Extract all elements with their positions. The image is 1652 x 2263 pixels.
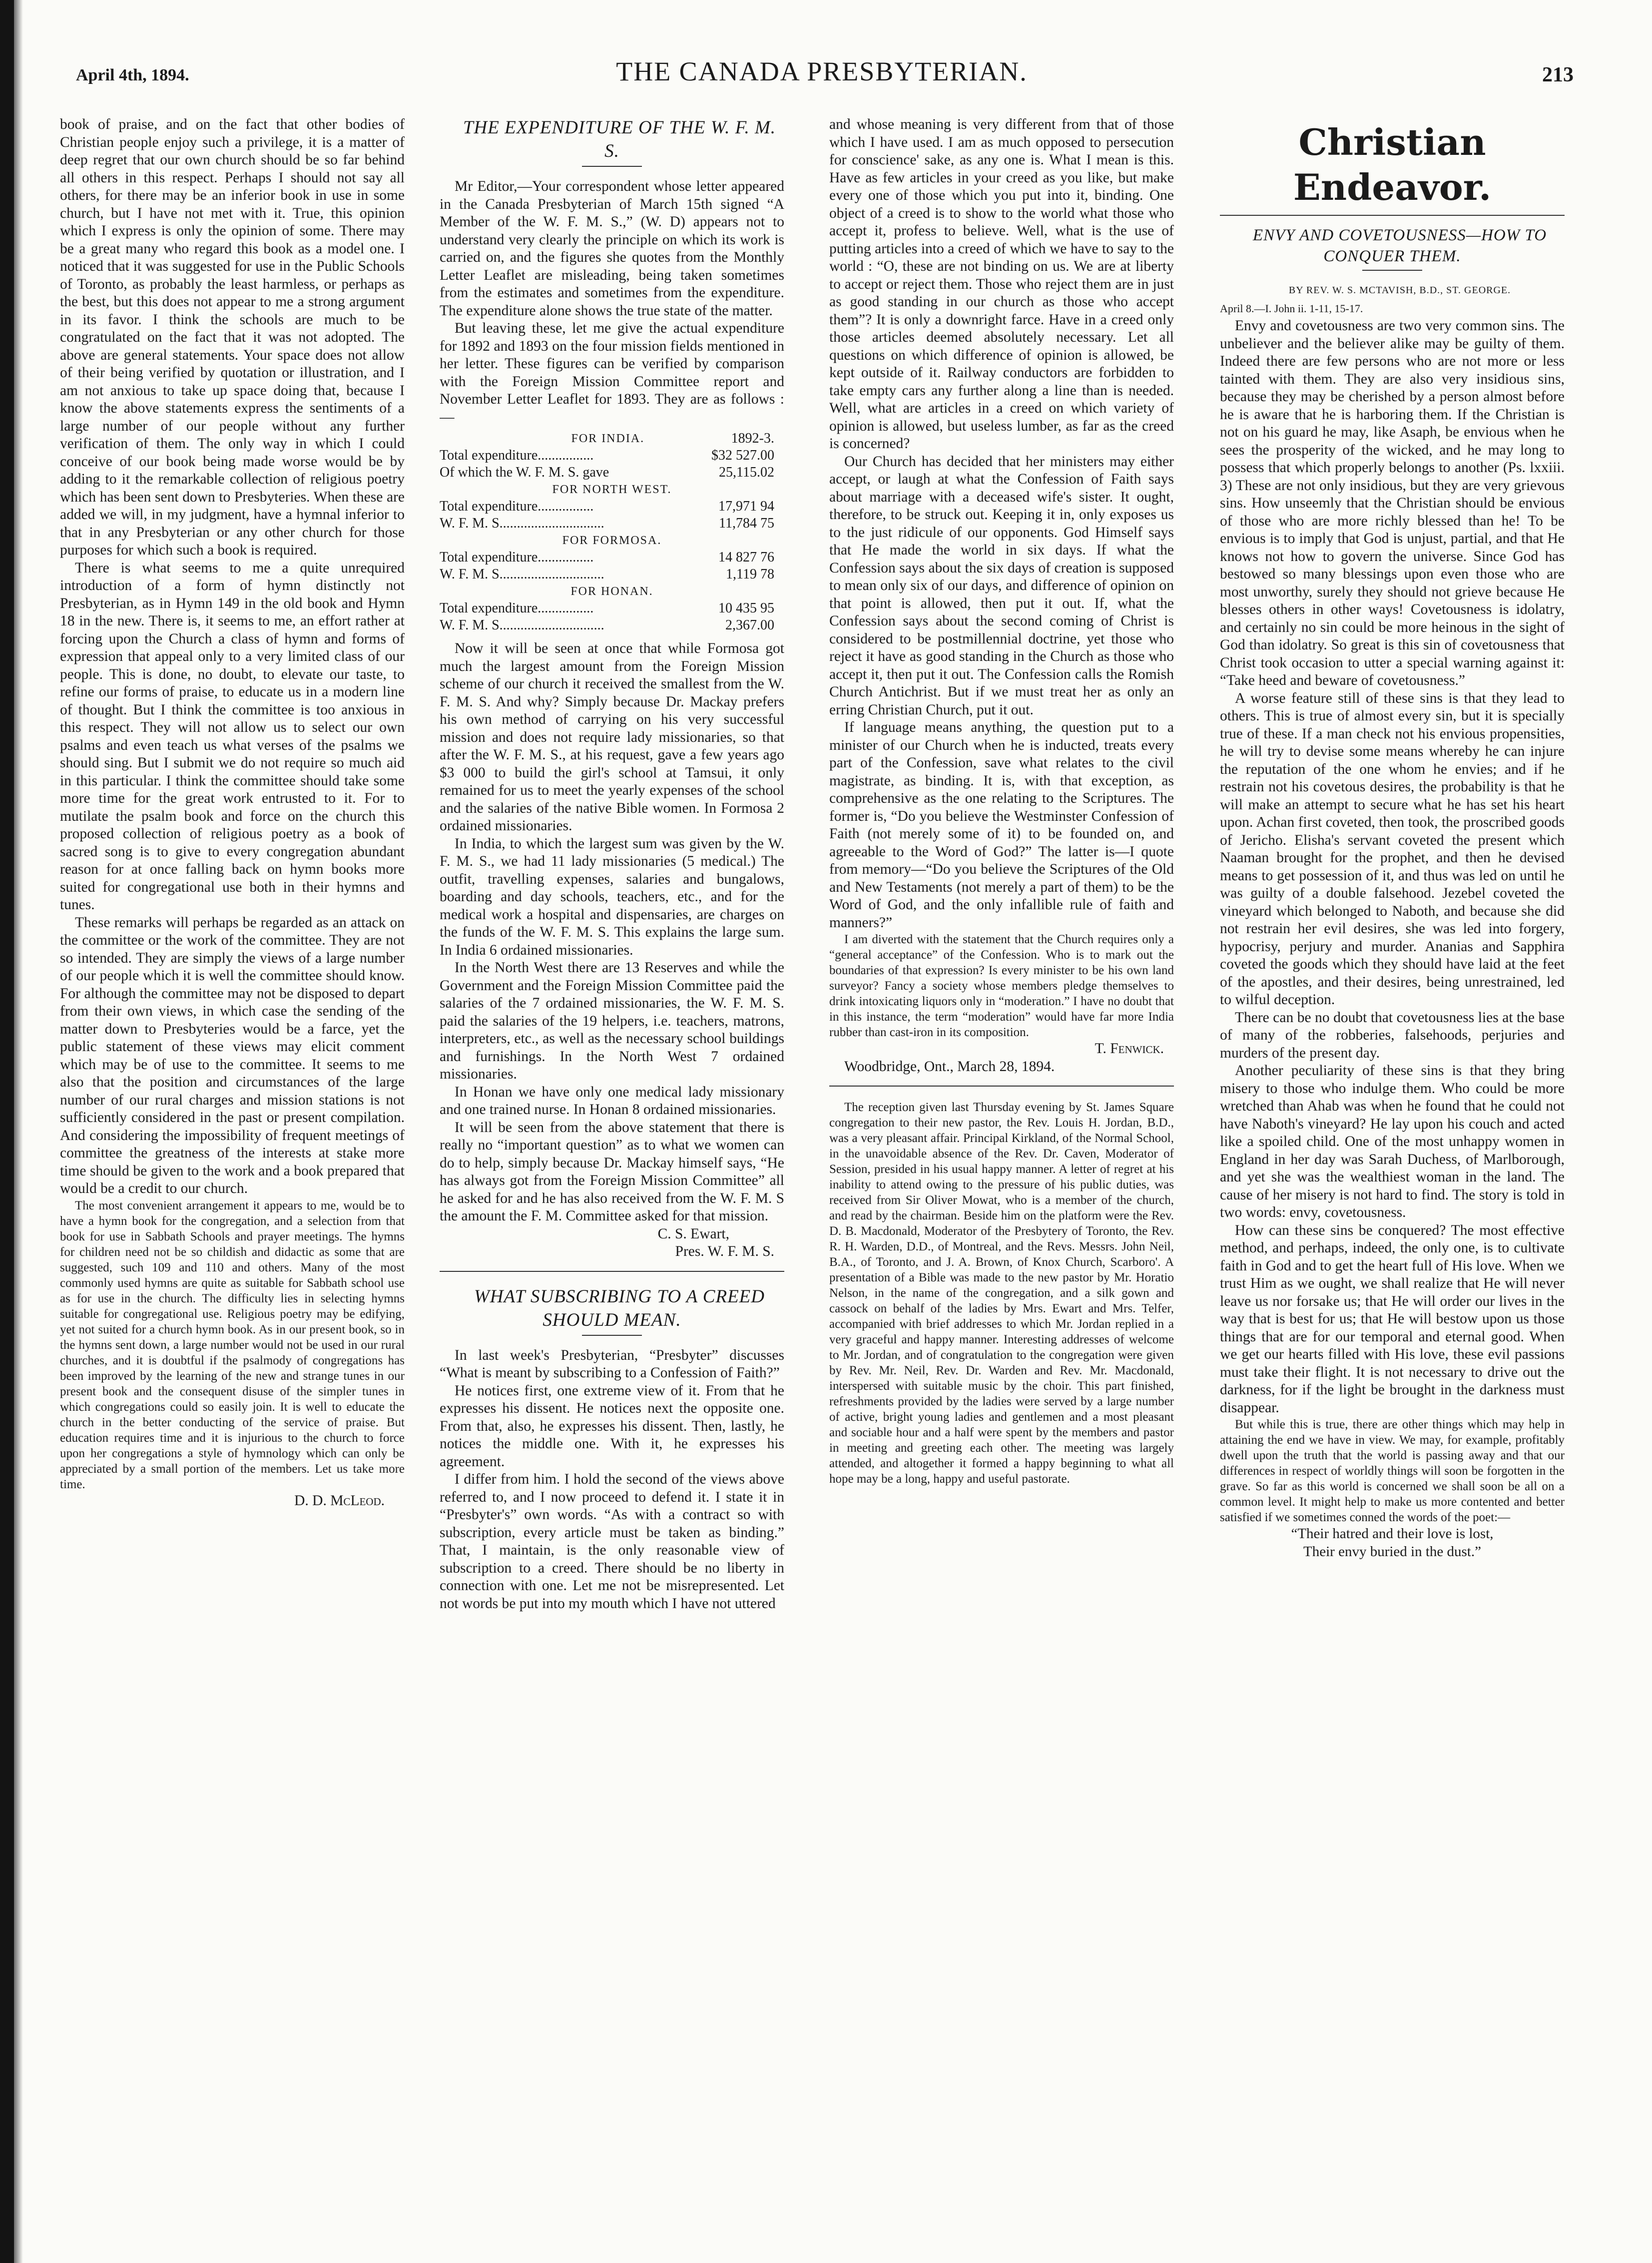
article-divider [829,1086,1174,1087]
row-label: Total expenditure................ [440,550,594,565]
table-row [440,515,784,532]
paragraph: These remarks will perhaps be regarded as an attack on the committee or the work of the committee. They are not so intended. They are simply the views of a large number of our people which it is well the committee should know. For although the committee may not be disposed to depart from their own views, in which case the sending of the matter down to Presbyteries would be a farce, yet the public statement of these views may elicit comment which may be of use to the committee. It seems to me also that the position and circumstances of the large number of our rural charges and mission stations is not sufficiently considered in the past or present compilation. And considering the impossibility of frequent meetings of committee the greatness of the interests at stake more time should be given to the work and a book prepared that would be a credit to our church. [60,914,405,1196]
section-rule [1220,215,1565,216]
paragraph: Envy and covetousness are two very common sins. The unbeliever and the believer alike may be guilty of them. Indeed there are few persons who are not more or less tainted with them. They are also very insidious sins, because they may be cherished by a person almost before he is aware that he is harboring them. If the Christian is not on his guard he may, like Asaph, be envious when he sees the prosperity of the wicked, and he may long to possess that which properly belongs to another (Ps. lxxiii. 3) These are not only insidious, but they are very grievous sins. How unseemly that the Christian should be envious of those who are more richly blessed than he! To be envious is to imply that God is unjust, partial, and that He knows not how to govern the universe. Since God has bestowed so many blessings upon even those who are most unworthy, surely they should not grieve because He blesses others in other ways! Covetousness is idolatry, and certainly no sin could be more heinous in the sight of God than idolatry. So great is this sin of covetousness that Christ took occasion to utter a special warning against it: “Take heed and beware of covetousness.” [1220,318,1565,688]
paragraph: Our Church has decided that her ministers may either accept, or laugh at what the Confession of Faith says about marriage with a deceased wife's sister. It ought, therefore, to be struck out. Keeping it in, only exposes us to the just ridicule of our opponents. God Himself says that He made the world in six days. If what the Confession says about the six days of creation is supposed to mean only six of our days, and difference of opinion on that point is allowed, then put it out. If, what the Confession says about the second coming of Christ is considered to be postmillennial doctrine, yet those who reject it have as good standing in the Church as those who accept it, then put it out. The Confession calls the Romish Church Antichrist. But if we must treat her as only an erring Christian Church, put it out. [829,453,1174,718]
row-label: W. F. M. S.............................. [440,516,604,531]
row-value: 17,971 94 [718,499,774,514]
poem-line: Their envy buried in the dust.” [1303,1543,1481,1560]
row-label: W. F. M. S.............................. [440,566,604,582]
scripture-reference: April 8.—I. John ii. 1-11, 15-17. [1220,302,1363,315]
paragraph: Mr Editor,—Your correspondent whose letter appeared in the Canada Presbyterian of March 15th signed “A Member of the W. F. M. S.,” (W. D) appears not to understand very clearly the principle on which its work is carried on, and the figures she quotes from the Monthly Letter Leaflet are misleading, being taken sometimes from the estimates and sometimes from the expenditure. The expenditure alone shows the true state of the matter. [440,178,784,319]
table-row [440,549,784,566]
row-value: 10 435 95 [718,600,774,616]
table-row [440,498,784,515]
paragraph: I am diverted with the statement that the Church requires only a “general acceptance” of the Confession. Who is to mark out the boundaries of that expression? Is every minister to be his own land surveyor? Fancy a society whose members pledge themselves to drink intoxicating liquors only in “moderation.” I have no doubt that in this instance, the term “moderation” would have far more India rubber than cast-iron in its composition. [829,933,1174,1039]
table-section-heading: FOR HONAN. [570,585,653,598]
expenditure-table [440,430,784,634]
title-rule [582,1335,642,1336]
article-title-envy: ENVY AND COVETOUSNESS—HOW TO CONQUER THEM. [1252,226,1547,265]
byline: BY REV. W. S. MCTAVISH, B.D., ST. GEORGE. [1288,285,1511,296]
section-heading-christian-endeavor: Christian Endeavor. [1293,121,1492,208]
paragraph: There can be no doubt that covetousness lies at the base of many of the robberies, falsehoods, perjuries and murders of the present day. [1220,1009,1565,1061]
paragraph: He notices first, one extreme view of it. From that he expresses his dissent. He notices next the opposite one. From that, also, he expresses his dissent. Then, lastly, he notices the middle one. With it, he expresses his agreement. [440,1382,784,1470]
column-4 [1220,116,1565,2239]
table-section-heading [440,430,784,447]
title-rule [582,166,642,167]
paragraph: There is what seems to me a quite unrequired introduction of a form of hymn distinctly not Presbyterian, as in Hymn 149 in the old book and Hymn 18 in the new. There is, it seems to me, an effort rather at forcing upon the Church a class of hymn and forms of expression that appeal only to a very limited class of our people. This is done, no doubt, to elevate our taste, to refine our forms of praise, to educate us in a modern line of thought. But I think the committee is too anxious in this respect. They will not allow us to select our own psalms and even teach us what verses of the psalms we should sing. But I submit we do not require so much aid in this particular. I think the committee should take some more time for the great work entrusted to it. For to mutilate the psalm book and force on the church this proposed collection of religious poetry as a book of sacred song is to give to every congregation abundant reason for at once falling back on hymn books more suited for congregational use both in their hymns and tunes. [60,560,405,913]
row-value: 11,784 75 [719,516,774,531]
signature-title: Pres. W. F. M. S. [675,1243,774,1259]
table-section-heading: FOR NORTH WEST. [552,483,672,496]
table-row [440,566,784,583]
paragraph: The most convenient arrangement it appears to me, would be to have a hymn book for the congregation, and a selection from that book for use in Sabbath Schools and prayer meetings. The hymns for children need not be so childish and didactic as some that are suggested, such 109 and 110 and others. Many of the most commonly used hymns are quite as suitable for Sabbath school use as for use in the church. The difficulty lies in selecting hymns suitable for congregational use. Religious poetry may be edifying, yet not suited for a church hymn book. As in our present book, so in the hymns sent down, a large number would not be used in our rural churches, and it is doubtful if the psalmody of congregations has been improved by the learning of the new and strange tunes in our present book and the consequent disuse of the simpler tunes in which congregations could so easily join. It is well to educate the church in the better conducting of the service of praise. But education requires time and it is injurious to the church to force upon her congregations a style of hymnology which can only be appreciated by a small portion of the members. Let us take more time. [60,1198,405,1491]
page-header [70,56,1574,96]
table-row [440,617,784,634]
row-label: Total expenditure................ [440,499,594,514]
paragraph: In the North West there are 13 Reserves and while the Government and the Foreign Mission Committee paid the salaries of the 7 ordained missionaries, the W. F. M. S. paid the salaries of the 19 helpers, i.e. teachers, matrons, interpreters, etc., as well as the necessary school buildings and furnishings. In the North West 7 ordained missionaries. [440,960,784,1082]
paragraph: It will be seen from the above statement that there is really no “important question” as to what we women can do to help, simply because Dr. Mackay himself says, “He has always got from the Foreign Mission Committee” all he asked for and he has also received from the W. F. M. S the amount the F. M. Committee asked for that mission. [440,1119,784,1224]
column-2 [440,116,784,2239]
row-label: Of which the W. F. M. S. gave [440,465,609,480]
article-title-expenditure: THE EXPENDITURE OF THE W. F. M. S. [463,117,776,161]
article-divider [440,1271,784,1272]
paragraph: In India, to which the largest sum was given by the W. F. M. S., we had 11 lady missionaries (5 medical.) The outfit, travelling expenses, salaries and bungalows, boarding and day schools, teachers, etc., and for the medical work a hospital and dispensaries, are charges on the funds of the W. F. M. S. This explains the large sum. In India 6 ordained missionaries. [440,835,784,958]
table-row [440,447,784,464]
signature: D. D. McLeod. [294,1492,385,1509]
page-number: 213 [1542,63,1574,86]
table-row [440,464,784,481]
row-value: 1,119 78 [726,566,774,582]
scan-edge [0,0,14,2263]
paragraph: I differ from him. I hold the second of the views above referred to, and I now proceed to defend it. I state it in “Presbyter's” own words. “As with a contract so with subscription, every article must be taken as binding.” That, I maintain, is the only reasonable view of subscription to a creed. There should be no liberty in connection with one. Let me not be misrepresented. Let not words be put into my mouth which I have not uttered [440,1471,784,1612]
dateline: Woodbridge, Ont., March 28, 1894. [844,1058,1055,1075]
paragraph: Another peculiarity of these sins is that they bring misery to those who indulge them. Who could be more wretched than Ahab was when he found that he could not have Naboth's vineyard? He lay upon his couch and acted like a spoiled child. One of the most unhappy women in England in her day was Sarah Duchess, of Marlborough, and yet she was the wealthiest woman in the land. The cause of her misery is not hard to find. The story is told in two words: envy, covetousness. [1220,1063,1565,1220]
issue-date: April 4th, 1894. [76,66,189,84]
row-label: W. F. M. S.............................. [440,617,604,633]
row-label: Total expenditure................ [440,600,594,616]
paragraph: But leaving these, let me give the actual expenditure for 1892 and 1893 on the four mission fields mentioned in her letter. These figures can be verified by comparison with the Foreign Mission Committee report and November Letter Leaflet for 1893. They are as follows :— [440,320,784,425]
paragraph: If language means anything, the question put to a minister of our Church when he is inducted, treats every part of the Confession, save what relates to the civil magistrate, as binding. It is, with that exception, as comprehensive as the one relating to the Scriptures. The former is, “Do you believe the Westminster Confession of Faith (not merely some of it) to be founded on, and agreeable to the Word of God?” The latter is—I quote from memory—“Do you believe the Scriptures of the Old and New Testaments (not merely a part of them) to be the Word of God, and the only infallible rule of faith and manners?” [829,719,1174,931]
table-heading-india: FOR INDIA. [571,432,645,445]
table-section-heading: FOR FORMOSA. [562,534,662,547]
row-value: $32 527.00 [711,448,774,463]
poem-line: “Their hatred and their love is lost, [1291,1526,1494,1542]
table-row [440,600,784,617]
signature: T. Fenwick. [1095,1041,1164,1057]
row-value: 14 827 76 [718,550,774,565]
column-1 [60,116,405,2239]
paragraph: How can these sins be conquered? The most effective method, and perhaps, indeed, the only one, is to cultivate faith in God and to get the heart full of His love. When we trust Him as we ought, we shall realize that He will never leave us nor forsake us; that He will order our lives in the way that is best for us; that He will bestow upon us those things that are for our temporal and eternal good. When we get our hearts filled with His love, these evil passions must take their flight. It is not necessary to drive out the darkness, for if the light be brought in the darkness must disappear. [1220,1222,1565,1416]
paragraph-reception: The reception given last Thursday evening by St. James Square congregation to their new pastor, the Rev. Louis H. Jordan, B.D., was a very pleasant affair. Principal Kirkland, of the Normal School, in the unavoidable absence of the Rev. Dr. Caven, Moderator of Session, presided in his usual happy manner. A letter of regret at his inability to attend owing to the pressure of his public duties, was received from Sir Oliver Mowat, who is a member of the church, and read by the chairman. Beside him on the platform were the Rev. D. B. Macdonald, Moderator of the Presbytery of Toronto, the Rev. R. H. Warden, D.D., of Montreal, and the Revs. Messrs. John Neil, B.A., of Toronto, and J. A. Brown, of Knox Church, Scarboro'. A presentation of a Bible was made to the new pastor by Mr. Horatio Nelson, in the name of the congregation, and a silk gown and cassock on behalf of the ladies by Mrs. Ewart and Mrs. Telfer, accompanied with brief addresses to which Mr. Jordan replied in a very graceful and happy manner. Interesting addresses of welcome to Mr. Jordan, and of congratulation to the congregation were given by Rev. Mr. Neil, Rev. Dr. Warden and Rev. Mr. Macdonald, interspersed with suitable music by the choir. This part finished, refreshments provided by the ladies were served by a large number of active, bright young ladies and gentlemen and a most pleasant and sociable hour and a half were spent by the members and pastor in meeting and greeting each other. The meeting was largely attended, and altogether it formed a happy beginning to what all hope may be a long, happy and useful pastorate. [829,1101,1174,1486]
paragraph: But while this is true, there are other things which may help in attaining the end we have in view. We may, for example, profitably dwell upon the truth that the world is passing away and that our differences in respect of worldly things will soon be forgotten in the grave. So far as this world is concerned we shall soon be all on a common level. It might help to make us more contented and better satisfied if we sometimes conned the words of the poet:— [1220,1418,1565,1524]
paragraph: and whose meaning is very different from that of those which I have used. I am as much opposed to persecution for conscience' sake, as any one is. What I mean is this. Have as few articles in your creed as you like, but make every one of those which you put into it, binding. One object of a creed is to show to the world what those who accept it, profess to believe. Well, what is the use of putting articles into a creed of which we have to say to the world : “O, these are not binding on us. We are at liberty to accept or reject them. Those who reject them are in just as good standing in our church as those who accept them”? It is only a downright farce. Have in a creed only those articles deemed absolutely necessary. Let all questions on which difference of opinion is allowed, be kept outside of it. Railway conductors are forbidden to take empty cars any further along a line than is needed. Well, what are articles in a creed on which variety of opinion is allowed, but useless lumber, as far as the creed is concerned? [829,116,1174,452]
newspaper-title: THE CANADA PRESBYTERIAN. [616,56,1028,86]
article-title-creed: WHAT SUBSCRIBING TO A CREED SHOULD MEAN. [474,1286,765,1330]
row-value: 2,367.00 [725,617,774,633]
paragraph: book of praise, and on the fact that other bodies of Christian people enjoy such a privilege, it is a matter of deep regret that our own church should be so far behind all others in this respect. Perhaps I should not say all others, for there may be an inferior book in use in some church, but I have not met with it. True, this opinion which I express is only the opinion of some. There may be a great many who regard this book as a model one. I noticed that it was suggested for use in the Public Schools of Toronto, as probably the least harmless, or perhaps as the best, but this does not appear to me a strong argument in its favor. I think the schools are much to be congratulated on the fact that it was not adopted. The above are general statements. Your space does not allow of their being verified by quotation or illustration, and I am not anxious to take up space doing that, because I know the above statements express the sentiments of a large number of our people without any further verification of them. The only way in which I could conceive of our book being made worse would be by adding to it the remarkable collection of religious poetry which has been sent down to Presbyteries. When these are added we will, in my judgment, have a hymnal inferior to that in any Presbyterian or any other church for those purposes for which such a book is required. [60,116,405,558]
table-year: 1892-3. [731,431,774,446]
paragraph: In Honan we have only one medical lady missionary and one trained nurse. In Honan 8 ordained missionaries. [440,1084,784,1118]
row-value: 25,115.02 [719,465,774,480]
signature-name: C. S. Ewart, [657,1225,729,1242]
row-label: Total expenditure................ [440,448,594,463]
column-3 [829,116,1174,2239]
paragraph: Now it will be seen at once that while Formosa got much the largest amount from the Foreign Mission scheme of our church it received the smallest from the W. F. M. S. And why? Simply because Dr. Mackay prefers his own method of carrying on his very successful mission and does not require lady missionaries, so that after the W. F. M. S., at his request, gave a few years ago $3 000 to build the girl's school at Tamsui, it only remained for us to meet the yearly expenses of the school and the salaries of the native Bible women. In Formosa 2 ordained missionaries. [440,640,784,834]
title-rule [1362,270,1422,271]
paragraph: In last week's Presbyterian, “Presbyter” discusses “What is meant by subscribing to a Confession of Faith?” [440,1347,784,1381]
paragraph: A worse feature still of these sins is that they lead to others. This is true of almost every sin, but it is specially true of these. If a man check not his envious propensities, he will try to devise some means whereby he can injure the reputation of the one whom he envies; and if he restrain not his covetous desires, the probability is that he will make an attempt to secure what he has set his heart upon. Achan first coveted, then took, the proscribed goods of Jericho. Elisha's servant coveted the present which Naaman brought for the prophet, and then he devised means to get possession of it, and thus was led on until he was guilty of a double falsehood. Jezebel coveted the vineyard which belonged to Naboth, and because she did not restrain her evil desires, she was led into forgery, hypocrisy, perjury and murder. Ananias and Sapphira coveted the goods which they should have laid at the feet of the apostles, and their desires, being unrestrained, led to wilful deception. [1220,690,1565,1008]
